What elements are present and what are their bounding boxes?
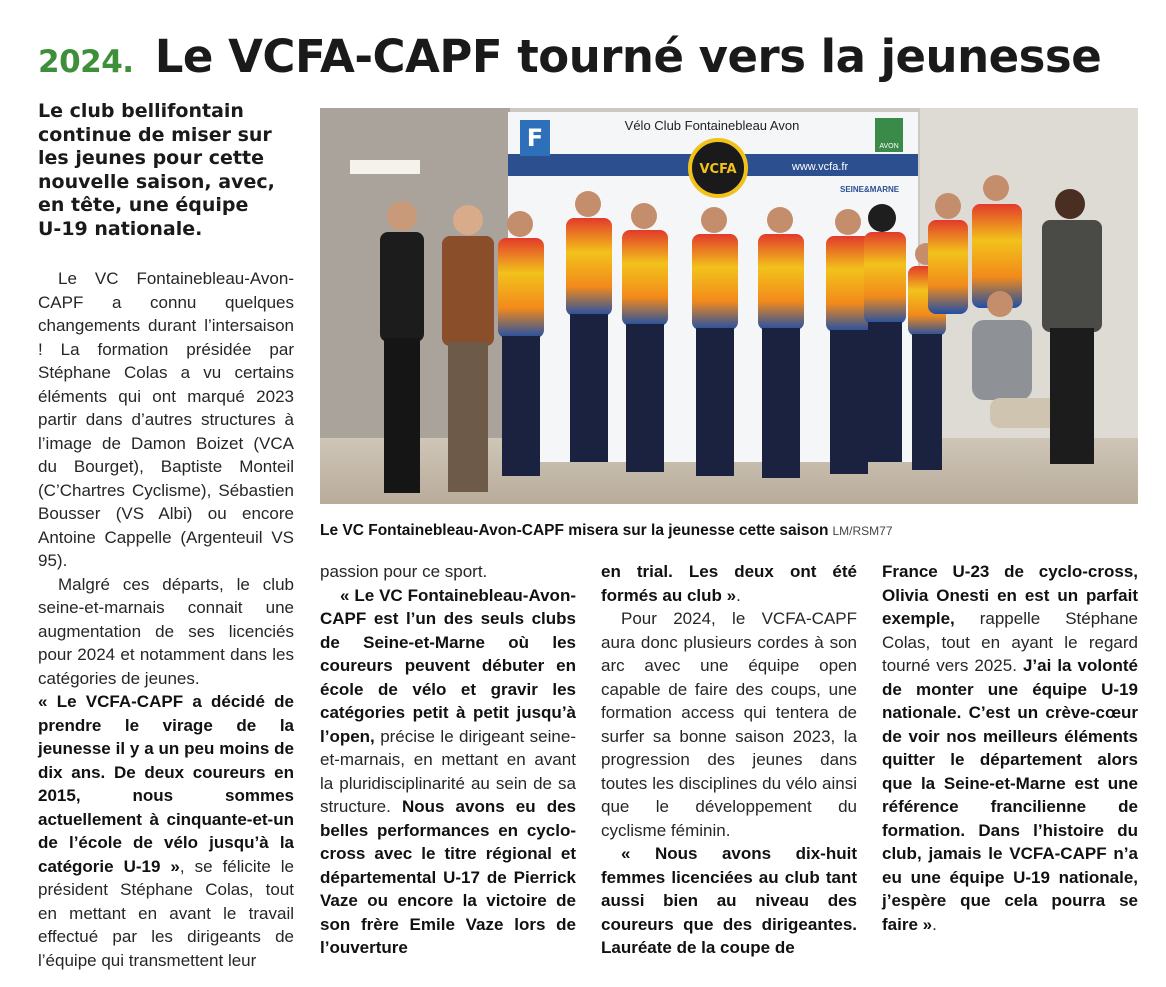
banner-sponsor-logo: AVON	[879, 143, 899, 150]
page-edge	[1158, 0, 1166, 987]
col1-paragraph-2: Malgré ces départs, le club seine-et-marnais connait une augmentation de ses licenciés pour 2024 et notamment dans les catégories de jeunes.	[38, 574, 294, 688]
col4-attribution: rappelle Stéphane Colas, tout en ayant le regard tourné vers 2025.	[882, 609, 1138, 675]
team-photo	[320, 108, 1138, 504]
col1-attribution: , se félicite le président Stéphane Colas, tout en mettant en avant le travail effectué par les dirigeants de l’équipe qui transmettent leur	[38, 856, 295, 970]
col4-quote-1: J’ai la volonté de monter une équipe U-19 nationale. C’est un crève-cœur de voir nos meilleurs éléments quitter le département alors que la Seine-et-Marne est une référence francilienne de formation. Dans l’histoire du club, jamais le VCFA-CAPF n’a eu une équipe U-19 nationale, j’espère que cela pourra se faire »	[882, 656, 1138, 934]
article-column-1	[38, 267, 294, 972]
photo-credit: LM/RSM77	[832, 524, 893, 538]
col1-paragraph-3	[38, 690, 294, 972]
article-column-2	[320, 560, 576, 960]
article-column-4	[882, 560, 1138, 936]
col2-quote-2: Nous avons eu des belles performances en cyclo-cross avec le titre régional et départemental U-17 de Pierrick Vaze ou encore la victoire de son frère Emile Vaze lors de l’ouverture	[320, 797, 576, 957]
col3-paragraph-0	[601, 560, 857, 607]
col2-paragraph-1	[320, 584, 576, 960]
vcfa-logo-text: VCFA	[699, 162, 737, 177]
col1-paragraph-1: Le VC Fontainebleau-Avon-CAPF a connu quelques changements durant l’intersaison ! La formation présidée par Stéphane Colas a vu certains éléments qui ont marqué 2023 partir dans d’autres structures à l’image de Damon Boizet (VCA du Bourget), Baptiste Monteil (C’Chartres Cyclisme), Sébastien Bousser (VS Albi) ou encore Antoine Cappelle (Argenteuil VS 95).	[38, 269, 294, 570]
col3-period: .	[736, 585, 741, 605]
banner-title: Vélo Club Fontainebleau Avon	[624, 118, 800, 133]
headline	[38, 28, 1138, 91]
col2-attribution: précise le dirigeant seine-et-marnais, en mettant en avant la pluridisciplinarité au sein de sa structure.	[320, 726, 576, 816]
col3-quote-2: « Nous avons dix-huit femmes licenciées au club tant aussi bien au niveau des coureurs que des dirigeantes. Lauréate de la coupe de	[601, 844, 857, 957]
headline-title: Le VCFA-CAPF tourné vers la jeunesse	[154, 30, 1102, 83]
col4-period: .	[932, 914, 937, 934]
banner-side-logo: F	[526, 124, 544, 152]
photo-caption	[320, 520, 1138, 542]
col4-quote-0: France U-23 de cyclo-cross, Olivia Onesti en est un parfait exemple,	[882, 562, 1138, 628]
col4-paragraph-0	[882, 560, 1138, 936]
banner-url: www.vcfa.fr	[791, 161, 849, 173]
article-lead: Le club bellifontain continue de miser sur les jeunes pour cette nouvelle saison, avec, en tête, une équipe U-19 nationale.	[38, 100, 275, 240]
col2-paragraph-0: passion pour ce sport.	[320, 562, 488, 581]
col3-quote-0: en trial. Les deux ont été formés au club »	[601, 562, 857, 605]
col3-paragraph-2	[601, 842, 857, 960]
team-photo-illustration	[320, 108, 1138, 504]
headline-year: 2024.	[38, 44, 134, 80]
col2-quote-1: « Le VC Fontainebleau-Avon-CAPF est l’un des seuls clubs de Seine-et-Marne où les coureurs peuvent débuter en école de vélo et gravir les catégories petit à petit jusqu’à l’open,	[320, 585, 576, 746]
col1-quote: « Le VCFA-CAPF a décidé de prendre le virage de la jeunesse il y a un peu moins de dix ans. De deux coureurs en 2015, nous sommes actuellement à cinquante-et-un de l’école de vélo jusqu’à la catégorie U-19 »	[38, 692, 294, 876]
article-column-3	[601, 560, 857, 960]
col3-paragraph-1: Pour 2024, le VCFA-CAPF aura donc plusieurs cordes à son arc avec une équipe open capable de faire des coups, une formation access qui tentera de surfer sa bonne saison 2023, la progression des jeunes dans toutes les disciplines du vélo ainsi que le développement du cyclisme féminin.	[601, 609, 857, 840]
caption-text: Le VC Fontainebleau-Avon-CAPF misera sur la jeunesse cette saison	[320, 522, 829, 539]
banner-badge: SEINE&MARNE	[840, 185, 900, 194]
